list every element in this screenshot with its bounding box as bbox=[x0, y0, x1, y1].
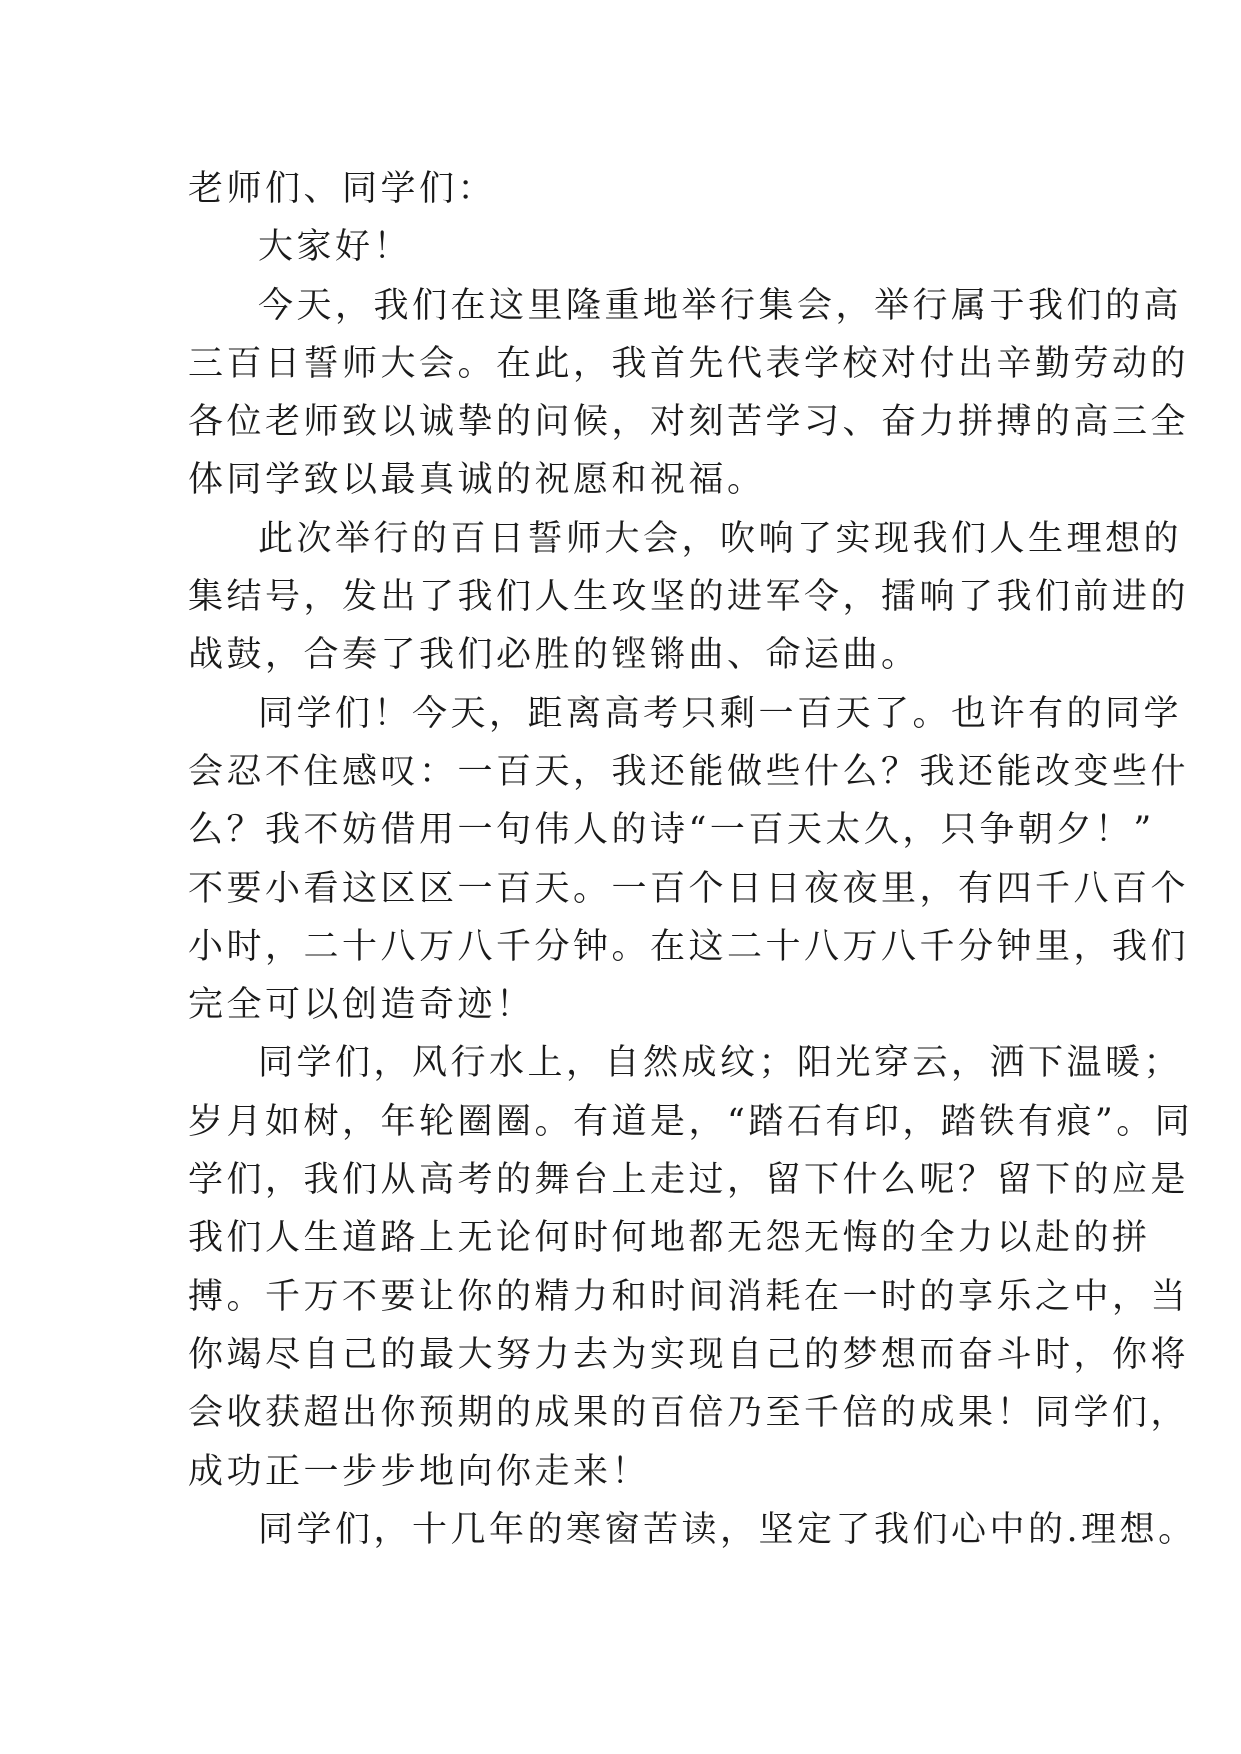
paragraph-line: 同学们，风行水上，自然成纹；阳光穿云，洒下温暖； bbox=[258, 1043, 1183, 1084]
paragraph-line: 同学们！今天，距离高考只剩一百天了。也许有的同学 bbox=[258, 693, 1183, 734]
paragraph-line: 集结号，发出了我们人生攻坚的进军令，擂响了我们前进的 bbox=[188, 577, 1190, 618]
paragraph-line: 三百日誓师大会。在此，我首先代表学校对付出辛勤劳动的 bbox=[188, 343, 1190, 384]
paragraph-line: 会收获超出你预期的成果的百倍乃至千倍的成果！同学们， bbox=[188, 1393, 1190, 1434]
paragraph-line: 体同学致以最真诚的祝愿和祝福。 bbox=[188, 460, 766, 501]
paragraph-line: 搏。千万不要让你的精力和时间消耗在一时的享乐之中，当 bbox=[188, 1276, 1190, 1317]
paragraph-line: 成功正一步步地向你走来！ bbox=[188, 1451, 651, 1492]
paragraph-line: 各位老师致以诚挚的问候，对刻苦学习、奋力拼搏的高三全 bbox=[188, 402, 1190, 443]
paragraph-line: 不要小看这区区一百天。一百个日日夜夜里，有四千八百个 bbox=[188, 868, 1190, 909]
speech-body bbox=[188, 160, 1197, 1559]
salutation-line: 老师们、同学们： bbox=[188, 169, 497, 209]
paragraph-line: 此次举行的百日誓师大会，吹响了实现我们人生理想的 bbox=[258, 518, 1183, 559]
paragraph-line: 学们，我们从高考的舞台上走过，留下什么呢？留下的应是 bbox=[188, 1160, 1190, 1201]
paragraph-line: 你竭尽自己的最大努力去为实现自己的梦想而奋斗时，你将 bbox=[188, 1334, 1190, 1375]
paragraph-line: 岁月如树，年轮圈圈。有道是，“踏石有印，踏铁有痕”。同 bbox=[188, 1101, 1194, 1142]
paragraph-line: 我们人生道路上无论何时何地都无怨无悔的全力以赴的拼 bbox=[188, 1218, 1151, 1259]
paragraph-line: 完全可以创造奇迹！ bbox=[188, 985, 535, 1026]
paragraph-line: 今天，我们在这里隆重地举行集会，举行属于我们的高 bbox=[258, 285, 1183, 326]
paragraph-line: 小时，二十八万八千分钟。在这二十八万八千分钟里，我们 bbox=[188, 926, 1190, 967]
paragraph-line: 同学们，十几年的寒窗苦读，坚定了我们心中的.理想。 bbox=[258, 1509, 1197, 1550]
greeting-line: 大家好！ bbox=[258, 227, 413, 268]
paragraph-line: 么？我不妨借用一句伟人的诗“一百天太久，只争朝夕！” bbox=[188, 810, 1155, 851]
paragraph-line: 会忍不住感叹：一百天，我还能做些什么？我还能改变些什 bbox=[188, 751, 1190, 792]
paragraph-line: 战鼓，合奏了我们必胜的铿锵曲、命运曲。 bbox=[188, 635, 920, 676]
